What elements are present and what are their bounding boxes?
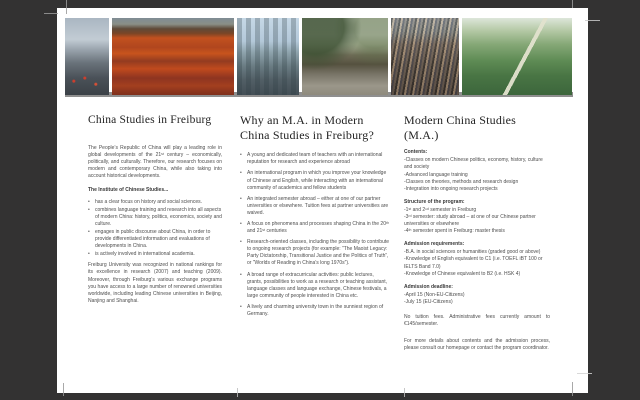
panel1-bullet-list [88,199,222,259]
skyline-photo [237,18,299,95]
list-item-text: combines language training and research into all aspects of modern China: history, politics, economics, society and culture. [95,206,222,227]
section-contents [404,149,550,193]
fold-mark [237,388,238,397]
list-item [240,152,390,166]
bullet-icon: • [240,271,242,278]
section-line: -July 15 (EU-Citizens) [404,298,453,305]
section-title: Admission requirements: [404,241,465,248]
section-line: -3ʳᵈ semester: study abroad – at one of our Chinese partner universities or elsewhere [404,214,536,228]
section-line: -Knowledge of English equivalent to C1 (i.e. TOEFL iBT 100 or IELTS Band 7.0) [404,256,543,270]
section-line: -1ˢᵗ and 2ⁿᵈ semester in Freiburg [404,206,477,213]
panel-modern-china-studies-ma [404,113,550,352]
list-item [240,272,390,300]
great-wall-photo [462,18,572,95]
crop-mark [44,13,58,14]
panel1-outro-paragraph: Freiburg University was recognized in national rankings for its excellence in research (2007) and teaching (2009). Moreover, through Freiburg’s various exchange programs you have access to a large number of renowned universities worldwide, including leading Chinese universities in Beijing, Nanjing and Shanghai. [88,262,222,304]
contact-note: For more details about contents and the admission process, please consult our homepage or contact the program coordinator. [404,338,550,352]
fees-note: No tuition fees. Administrative fees currently amount to €145/semester. [404,314,550,328]
section-line: -B.A. in social sciences or humanities (graded good or above) [404,249,541,256]
crowd-photo [391,18,459,95]
section-line: -Knowledge of Chinese equivalent to B2 (i.e. HSK 4) [404,270,521,277]
panel2-heading: Why an M.A. in Modern China Studies in Freiburg? [240,113,374,142]
bullet-icon: • [88,206,90,213]
section-title: Contents: [404,149,428,156]
list-item-text: A young and dedicated team of teachers with an international reputation for research and experience abroad [247,152,383,166]
panel1-subheading: The Institute of Chinese Studies... [88,187,169,194]
list-item-text: An international program in which you improve your knowledge of Chinese and English, while interacting with an international community of academics and fellow students [247,170,387,191]
list-item [240,304,390,318]
bullet-icon: • [240,303,242,310]
bullet-icon: • [240,221,242,227]
section-title: Admission deadline: [404,283,453,290]
list-item-text: An integrated semester abroad – either at one of our partner universities or elsewhere. Tuition fees at partner universities are waived. [247,195,389,216]
section-line: -Classes on modern Chinese politics, economy, history, culture and society [404,157,543,171]
panel2-bullet-list [240,152,390,318]
panel1-heading: China Studies in Freiburg [88,114,212,126]
brochure-page [57,8,588,393]
panel1-intro-paragraph: The People’s Republic of China will play a leading role in global developments of the 21ˢᵗ century – economically, politically, and culturally. Therefore, our research focuses on modern and contemporary China, while also taking into account historical developments. [88,145,222,180]
list-item-text: A lively and charming university town in the sunniest region of Germany. [247,303,384,318]
list-item-text: A broad range of extracurricular activities: public lectures, grants, possibilities to work as a research or teaching assistant, language classes and language exchange, Chinese festivals, a large community of people interested in China etc. [247,271,388,299]
list-item [88,207,222,228]
list-item-text: is actively involved in international academia. [95,251,195,258]
section-admission-deadline [404,284,550,306]
list-item-text: Research-oriented classes, including the possibility to contribute to ongoing research projects (for example: “The Maoist Legacy: Party Dictatorship, Transitional Justice and the Politics of Truth”, or “Worlds of Reading in China’s long 1970s”). [247,239,390,267]
crop-mark [572,0,573,8]
section-title: Structure of the program: [404,198,465,205]
list-item [240,170,390,191]
temple-courtyard-photo [302,18,388,95]
crop-mark [66,0,67,14]
panel-china-studies-in-freiburg [88,113,222,311]
bullet-icon: • [88,198,90,205]
section-line: -Classes on theories, methods and research design [404,178,519,185]
list-item [88,229,222,250]
section-structure [404,199,550,235]
list-item [88,251,222,258]
panel3-heading: Modern China Studies (M.A.) [404,113,516,142]
bullet-icon: • [88,251,90,258]
fold-mark [404,388,405,397]
crop-mark [585,20,600,21]
crop-mark [572,382,573,396]
section-line: -Integration into ongoing research projects [404,185,498,192]
tiananmen-gate-photo [112,18,234,95]
bullet-icon: • [240,152,242,159]
crop-mark [63,383,64,396]
section-line: -4ᵗʰ semester spent in Freiburg: master thesis [404,228,505,235]
bullet-icon: • [88,228,90,235]
crop-mark [577,373,592,374]
section-line: -April 15 (Non-EU-Citizens) [404,291,465,298]
bullet-icon: • [240,195,242,202]
traffic-jam-photo [65,18,109,95]
bullet-icon: • [240,170,242,177]
list-item-text: A focus on phenomena and processes shaping China in the 20ᵗʰ and 21ˢᵗ centuries [247,221,390,235]
list-item [88,199,222,206]
list-item-text: engages in public discourse about China, in order to provide differentiated information and evaluations of developments in China. [95,228,211,250]
list-item [240,221,390,235]
panel-why-ma-freiburg [240,113,390,322]
section-admission-requirements [404,241,550,277]
bullet-icon: • [240,239,242,246]
photo-strip [65,18,572,95]
list-item-text: has a clear focus on history and social sciences. [95,198,202,205]
section-line: -Advanced language training [404,171,468,178]
list-item [240,196,390,217]
list-item [240,239,390,267]
